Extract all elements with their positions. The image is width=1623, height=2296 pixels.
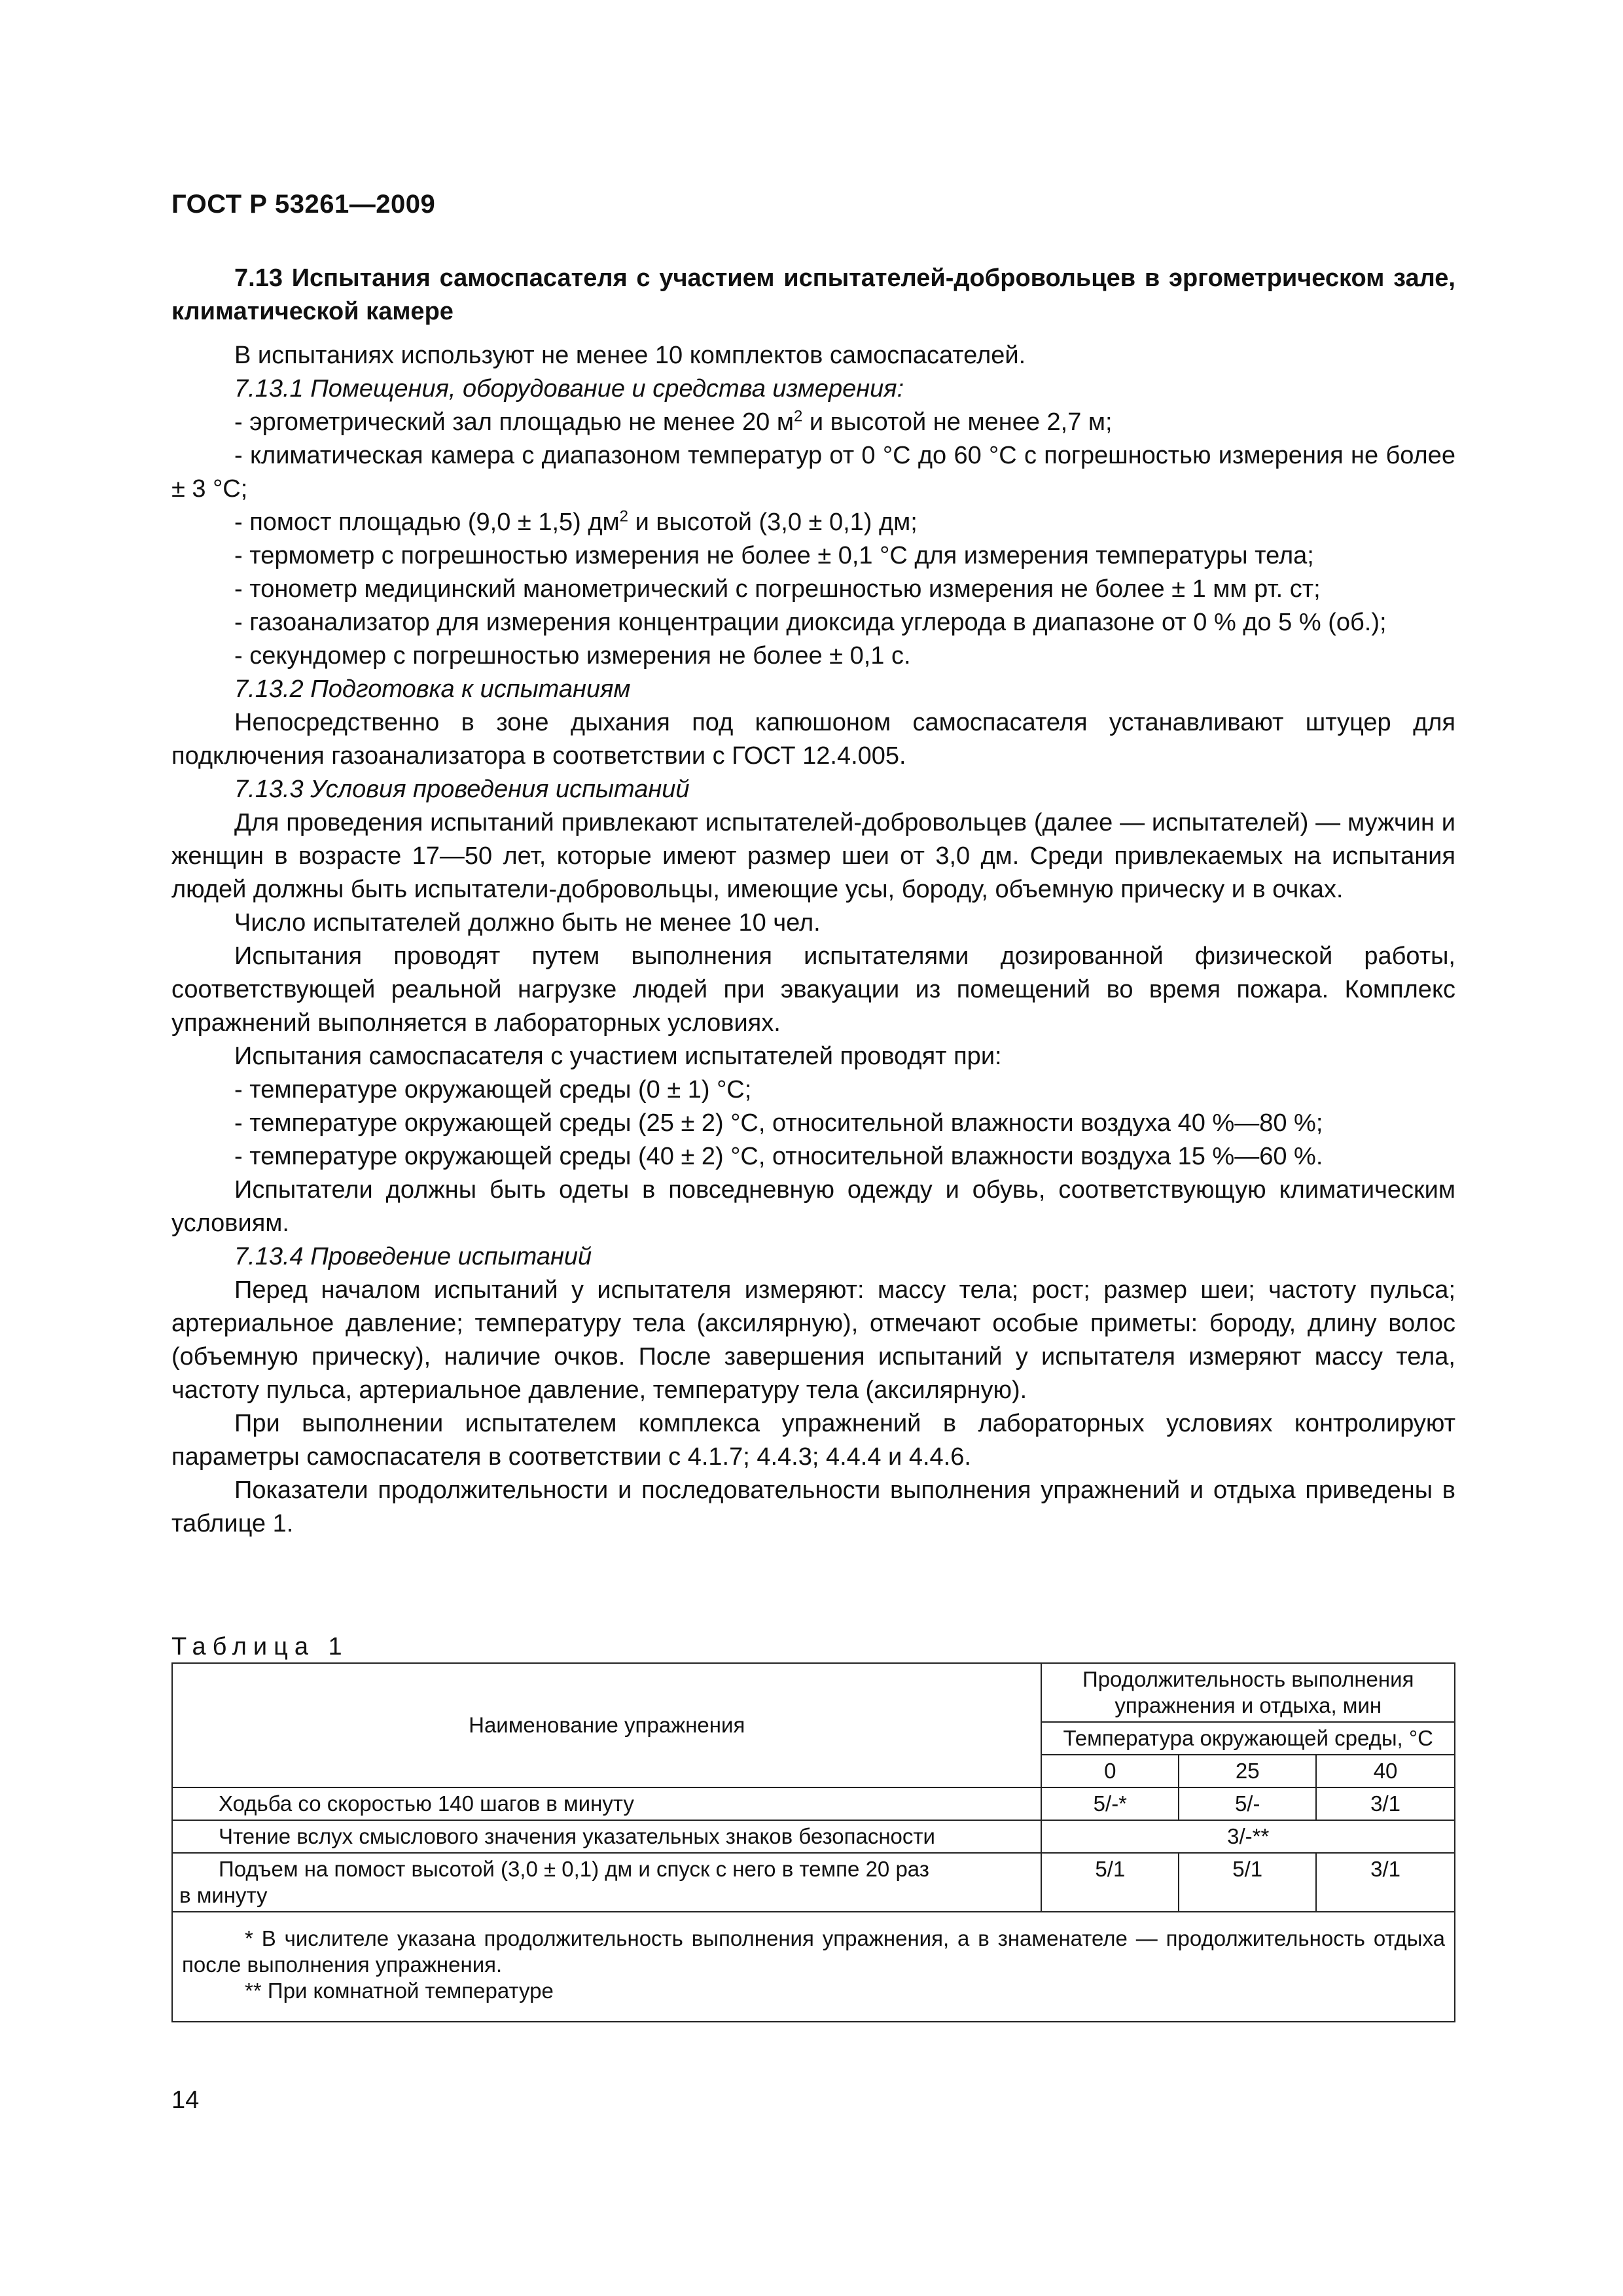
paragraph: Для проведения испытаний привлекают испытателей-добровольцев (далее — испытателей) — мужчин и женщин в возрасте 17—50 лет, которые имеют размер шеи от 3,0 дм. Среди привлекаемых на испытания людей должны быть испытатели-добровольцы, имеющие усы, бороду, объемную прическу и в очках.: [171, 809, 1455, 903]
header-temp-0: 0: [1041, 1755, 1179, 1787]
header-temperature: Температура окружающей среды, °С: [1041, 1722, 1455, 1755]
list-item: - секундомер с погрешностью измерения не более ± 0,1 с.: [234, 642, 911, 670]
exercise-table: [171, 1662, 1455, 2022]
table-row: [172, 1820, 1455, 1853]
subsection-title-1: 7.13.1 Помещения, оборудование и средства измерения:: [234, 375, 904, 403]
paragraph: При выполнении испытателем комплекса упражнений в лабораторных условиях контролируют параметры самоспасателя в соответствии с 4.1.7; 4.4.3; 4.4.4 и 4.4.6.: [171, 1410, 1455, 1471]
paragraph: Число испытателей должно быть не менее 10 чел.: [234, 909, 821, 937]
paragraph: Испытания проводят путем выполнения испытателями дозированной физической работы, соответствующей реальной нагрузке людей при эвакуации из помещений во время пожара. Комплекс упражнений выполняется в лабораторных условиях.: [171, 942, 1455, 1037]
exercise-name: Чтение вслух смыслового значения указательных знаков безопасности: [172, 1820, 1041, 1853]
table-footnote-row: [172, 1912, 1455, 2022]
section-title: 7.13 Испытания самоспасателя с участием испытателей-добровольцев в эргометрическом зале, климатической камере: [171, 264, 1455, 325]
value-temp-0: 5/1: [1041, 1853, 1179, 1912]
page-number: 14: [171, 2087, 200, 2114]
value-temp-40: 3/1: [1316, 1787, 1455, 1820]
header-temp-25: 25: [1179, 1755, 1316, 1787]
paragraph: Перед началом испытаний у испытателя измеряют: массу тела; рост; размер шеи; частоту пульса; артериальное давление; температуру тела (аксилярную), отмечают особые приметы: бороду, длину волос (объемную прическу), наличие очков. После завершения испытаний у испытателя измеряют массу тела, частоту пульса, артериальное давление, температуру тела (аксилярную).: [171, 1276, 1455, 1404]
exercise-name: Ходьба со скоростью 140 шагов в минуту: [172, 1787, 1041, 1820]
exercise-name: Подъем на помост высотой (3,0 ± 0,1) дм и спуск с него в темпе 20 раз в минуту: [172, 1853, 1041, 1912]
list-item: - газоанализатор для измерения концентрации диоксида углерода в диапазоне от 0 % до 5 % (об.);: [234, 609, 1387, 636]
list-item: - помост площадью (9,0 ± 1,5) $дм^2$ и высотой (3,0 ± 0,1) дм;: [234, 507, 918, 536]
section-body: [171, 262, 1455, 1541]
table-footnotes: [172, 1912, 1455, 2022]
paragraph: Испытатели должны быть одеты в повседневную одежду и обувь, соответствующую климатическим условиям.: [171, 1176, 1455, 1237]
table-caption: Таблица 1: [171, 1633, 349, 1660]
value-temp-25: 5/-: [1179, 1787, 1316, 1820]
list-item: - температуре окружающей среды (0 ± 1) °С;: [234, 1076, 752, 1103]
list-item: - климатическая камера с диапазоном температур от 0 °С до 60 °С с погрешностью измерения не более ± 3 °С;: [171, 442, 1455, 503]
subsection-title-2: 7.13.2 Подготовка к испытаниям: [234, 675, 631, 703]
list-item: - температуре окружающей среды (40 ± 2) °С, относительной влажности воздуха 15 %—60 %.: [234, 1143, 1323, 1170]
value-temp-0: 5/-*: [1041, 1787, 1179, 1820]
subsection-title-3: 7.13.3 Условия проведения испытаний: [234, 776, 690, 803]
value-merged: 3/-**: [1041, 1820, 1455, 1853]
list-item: - термометр с погрешностью измерения не более ± 0,1 °С для измерения температуры тела;: [234, 542, 1314, 569]
header-duration: Продолжительность выполнения упражнения и отдыха, мин: [1041, 1663, 1455, 1722]
footnote-2: ** При комнатной температуре: [245, 1979, 554, 2003]
paragraph: Показатели продолжительности и последовательности выполнения упражнений и отдыха приведены в таблице 1.: [171, 1477, 1455, 1537]
footnote-1: * В числителе указана продолжительность выполнения упражнения, а в знаменателе — продолжительность отдыха после выполнения упражнения.: [182, 1926, 1445, 1977]
table-row: [172, 1787, 1455, 1820]
paragraph: Испытания самоспасателя с участием испытателей проводят при:: [234, 1043, 1002, 1070]
header-exercise-name: Наименование упражнения: [172, 1663, 1041, 1787]
list-item: - тонометр медицинский манометрический с погрешностью измерения не более ± 1 мм рт. ст;: [234, 575, 1321, 603]
section-intro: В испытаниях используют не менее 10 комплектов самоспасателей.: [234, 342, 1026, 369]
document-id: ГОСТ Р 53261—2009: [171, 190, 436, 219]
header-temp-40: 40: [1316, 1755, 1455, 1787]
value-temp-40: 3/1: [1316, 1853, 1455, 1912]
subsection-title-4: 7.13.4 Проведение испытаний: [234, 1243, 592, 1270]
value-temp-25: 5/1: [1179, 1853, 1316, 1912]
table-header-row: [172, 1663, 1455, 1722]
list-item: - температуре окружающей среды (25 ± 2) °С, относительной влажности воздуха 40 %—80 %;: [234, 1109, 1323, 1137]
paragraph: Непосредственно в зоне дыхания под капюшоном самоспасателя устанавливают штуцер для подключения газоанализатора в соответствии с ГОСТ 12.4.005.: [171, 709, 1455, 770]
table-row: [172, 1853, 1455, 1912]
list-item: - эргометрический зал площадью не менее 20 $м^2$ и высотой не менее 2,7 м;: [234, 407, 1113, 436]
